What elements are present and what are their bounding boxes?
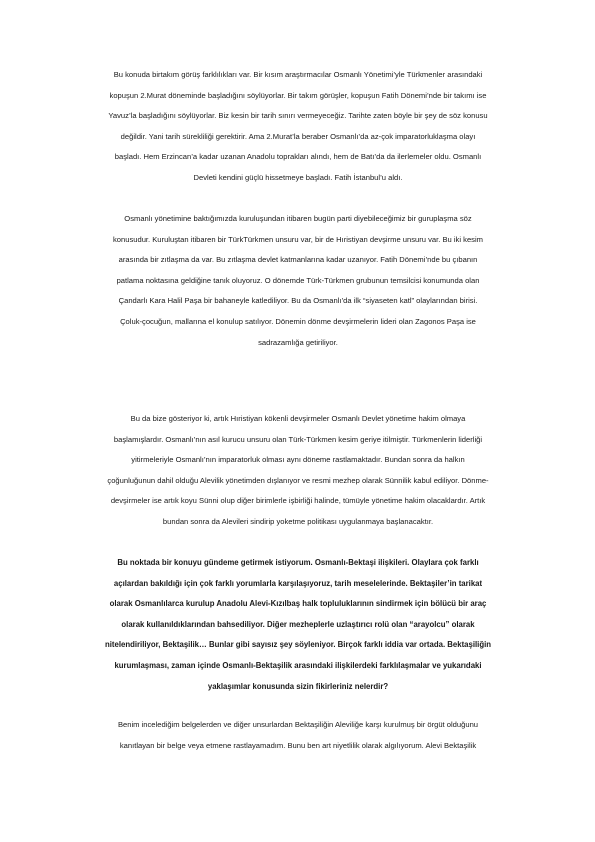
paragraph-5 bbox=[68, 715, 528, 756]
text-line: kopuşun 2.Murat döneminde başladığını söylüyorlar. Bir takım görüşler, kopuşun Fatih Dönemi’nde bir takımı ise bbox=[109, 90, 487, 100]
text-line: başladı. Hem Erzincan’a kadar uzanan Anadolu toprakları alındı, hem de Batı’da da ilerlemeler oldu. Osmanlı bbox=[114, 152, 482, 162]
text-line: olarak Osmanlılarca kurulup Anadolu Alevi-Kızılbaş halk topluluklarının sindirmek için bölücü bir araç bbox=[109, 599, 487, 609]
text-line: yitirmeleriyle Osmanlı’nın imparatorluk olması aynı döneme rastlamaktadır. Bundan sonra da halkın bbox=[131, 455, 465, 465]
text-line: kanıtlayan bir belge veya etmene rastlayamadım. Bunu ben art niyetlilik olarak algılıyorum. Alevi Bektaşilik bbox=[119, 740, 477, 750]
text-line: Benim incelediğim belgelerden ve diğer unsurlardan Bektaşiliğin Aleviliğe karşı kurulmuş bir örgüt olduğunu bbox=[117, 720, 479, 729]
text-line: Devleti kendini güçlü hissetmeye başladı. Fatih İstanbul’u aldı. bbox=[193, 172, 403, 182]
text-line: çoğunluğunun dahil olduğu Alevilik yönetimden dışlanıyor ve resmi mezhep olarak Sünnilik kabul ediliyor. Dönme- bbox=[107, 475, 489, 485]
text-line: bundan sonra da Alevileri sindirip yoketme politikası uygulanmaya başlanacaktır. bbox=[162, 516, 434, 526]
text-line: nitelendiriliyor, Bektaşilik… Bunlar gibi sayısız şey söyleniyor. Birçok farklı iddia var ortada. Bektaşiliğin bbox=[104, 640, 492, 650]
paragraph-3 bbox=[68, 409, 528, 533]
text-line: devşirmeler ise artık koyu Sünni olup diğer birimlerle işbirliği halinde, tümüyle yönetime hakim olacaklardır. Artık bbox=[110, 496, 486, 506]
paragraph-4-question bbox=[68, 553, 528, 697]
text-line: Yavuz’la başladığını söylüyorlar. Biz kesin bir tarih sınırı vermeyeceğiz. Tarihte zaten böyle bir şey de söz konusu bbox=[108, 111, 488, 121]
text-line: Bu noktada bir konuyu gündeme getirmek istiyorum. Osmanlı-Bektaşi ilişkileri. Olaylara çok farklı bbox=[117, 558, 479, 567]
text-line: konusudur. Kuruluştan itibaren bir TürkTürkmen unsuru var, bir de Hıristiyan devşirme unsuru var. Bu iki kesim bbox=[112, 234, 483, 244]
text-line: yaklaşımlar konusunda sizin fikirleriniz nelerdir? bbox=[207, 681, 389, 691]
paragraph-2 bbox=[68, 209, 528, 353]
text-line: Bu da bize gösteriyor ki, artık Hıristiyan kökenli devşirmeler Osmanlı Devlet yönetime hakim olmaya bbox=[130, 414, 466, 423]
text-line: olarak kullanıldıklarından bahsediliyor. Diğer mezheplerle uzlaştırıcı rolü olan “arayolcu” olarak bbox=[121, 619, 475, 629]
text-line: Bu konuda birtakım görüş farklılıkları var. Bir kısım araştırmacılar Osmanlı Yönetimi’yle Türkmenler arasındaki bbox=[113, 70, 483, 79]
text-line: sadrazamlığa getiriliyor. bbox=[258, 337, 338, 347]
text-line: değildir. Yani tarih sürekliliği gerektirir. Ama 2.Murat’la beraber Osmanlı’da az-çok imparatorluklaşma olayı bbox=[120, 131, 476, 141]
text-line: başlamışlardır. Osmanlı’nın asıl kurucu unsuru olan Türk-Türkmen kesim geriye itilmiştir. Türkmenlerin liderliği bbox=[113, 434, 483, 444]
text-line: Çandarlı Kara Halil Paşa bir bahaneyle katlediliyor. Bu da Osmanlı’da ilk “siyaseten katl” olaylarından birisi. bbox=[118, 296, 478, 306]
text-line: kurumlaşması, zaman içinde Osmanlı-Bektaşilik arasındaki ilişkilerdeki farklılaşmalar ve yukarıdaki bbox=[114, 660, 482, 670]
text-line: patlama noktasına geldiğine tanık oluyoruz. O dönemde Türk-Türkmen grubunun temsilcisi konumunda olan bbox=[116, 275, 480, 285]
text-line: arasında bir zıtlaşma da var. Bu zıtlaşma devlet katmanlarına kadar uzanıyor. Fatih Dönemi’nde bu çıbanın bbox=[118, 255, 478, 265]
paragraph-1 bbox=[68, 65, 528, 189]
text-line: Osmanlı yönetimine baktığımızda kuruluşundan itibaren bugün parti diyebileceğimiz bir guruplaşma söz bbox=[124, 214, 472, 223]
text-line: açılardan bakıldığı için çok farklı yorumlarla karşılaşıyoruz, tarih meselelerinde. Bektaşiler’in tarikat bbox=[113, 578, 483, 588]
text-line: Çoluk-çocuğun, mallarına el konulup satılıyor. Dönemin dönme devşirmelerin lideri olan Zagonos Paşa ise bbox=[120, 316, 476, 326]
